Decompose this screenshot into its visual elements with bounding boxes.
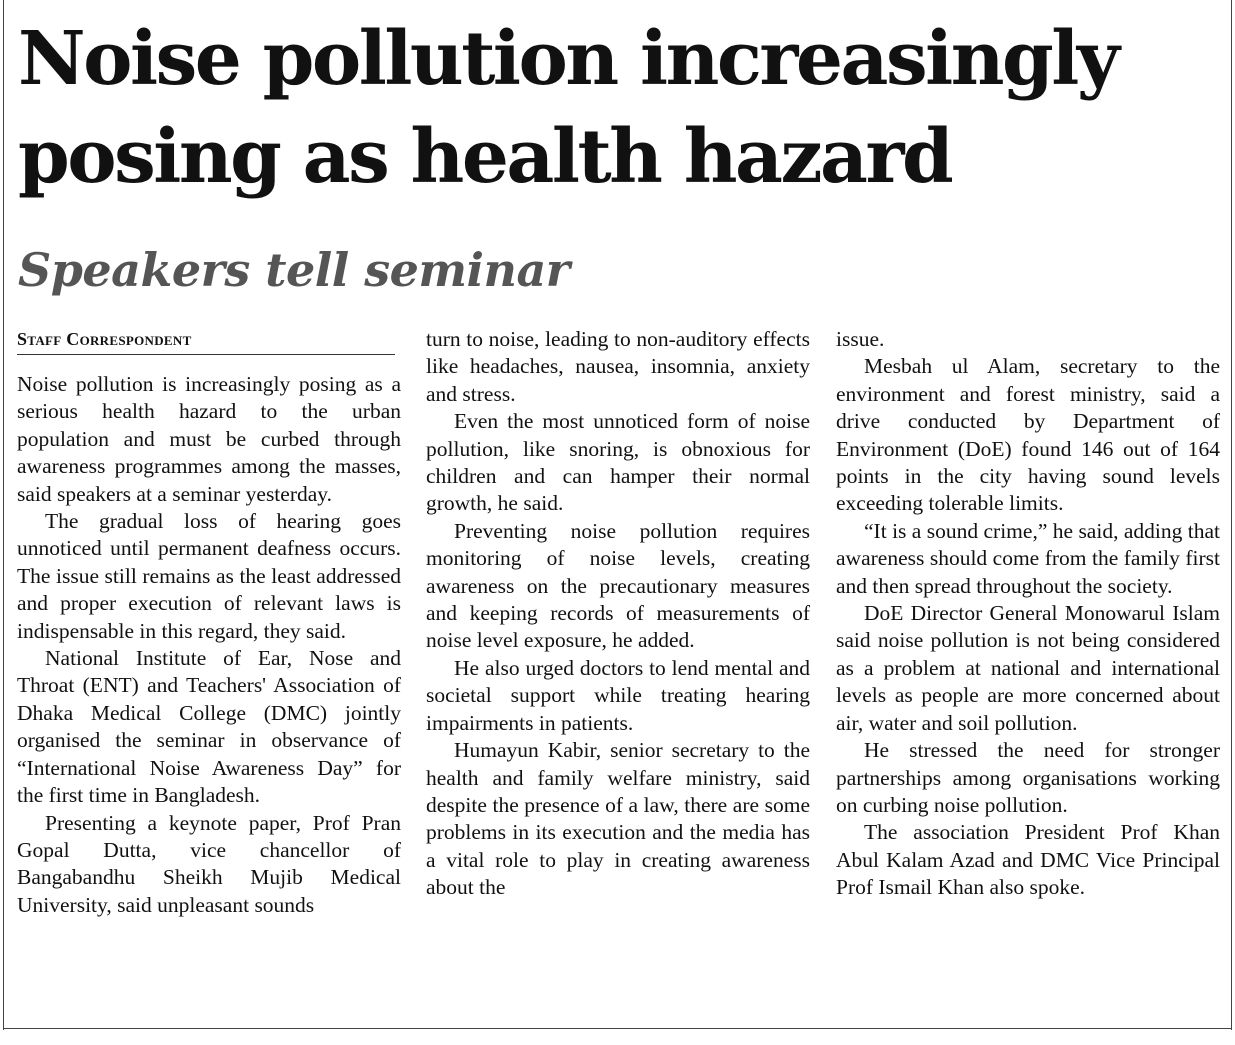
paragraph: He also urged doctors to lend mental and societal support while treating hearing impairments in patients. [426, 655, 810, 735]
paragraph: “It is a sound crime,” he said, adding that awareness should come from the family first and then spread throughout the society. [836, 518, 1220, 598]
paragraph: Noise pollution is increasingly posing as a serious health hazard to the urban population and must be curbed through awareness programmes among the masses, said speakers at a seminar yesterday. [17, 372, 401, 506]
article-body [17, 326, 1221, 1026]
paragraph: Even the most unnoticed form of noise pollution, like snoring, is obnoxious for children and can hamper their normal growth, he said. [426, 409, 810, 516]
paragraph: Mesbah ul Alam, secretary to the environment and forest ministry, said a drive conducted by Department of Environment (DoE) found 146 out of 164 points in the city having sound levels exceeding tolerable limits. [836, 354, 1220, 516]
paragraph: Presenting a keynote paper, Prof Pran Gopal Dutta, vice chancellor of Bangabandhu Sheikh Mujib Medical University, said unpleasant sounds [17, 810, 401, 917]
paragraph: turn to noise, leading to non-auditory effects like headaches, nausea, insomnia, anxiety and stress. [426, 327, 810, 406]
paragraph: National Institute of Ear, Nose and Throat (ENT) and Teachers' Association of Dhaka Medical College (DMC) jointly organised the seminar in observance of “International Noise Awareness Day” for the first time in Bangladesh. [17, 646, 401, 808]
text-column-1 [17, 326, 401, 919]
paragraph: The association President Prof Khan Abul Kalam Azad and DMC Vice Principal Prof Ismail Khan also spoke. [836, 820, 1220, 900]
byline: Staff Correspondent [17, 326, 395, 355]
paragraph: Humayun Kabir, senior secretary to the health and family welfare ministry, said despite the presence of a law, there are some problems in its execution and the media has a vital role to play in creating awareness about the [426, 738, 810, 900]
paragraph: He stressed the need for stronger partnerships among organisations working on curbing noise pollution. [836, 738, 1220, 817]
paragraph: The gradual loss of hearing goes unnoticed until permanent deafness occurs. The issue still remains as the least addressed and proper execution of relevant laws is indispensable in this regard, they said. [17, 509, 401, 643]
article-subhead: Speakers tell seminar [18, 243, 570, 297]
text-column-2 [426, 326, 810, 902]
left-border-rule [3, 0, 4, 1030]
bottom-border-rule [3, 1028, 1232, 1029]
article-headline: Noise pollution increasingly posing as health hazard [18, 16, 1118, 200]
paragraph: Preventing noise pollution requires monitoring of noise levels, creating awareness on the precautionary measures and keeping records of measurements of noise level exposure, he added. [426, 518, 810, 653]
text-column-3 [836, 326, 1220, 902]
paragraph: issue. [836, 327, 885, 351]
right-border-rule [1231, 0, 1232, 1030]
paragraph: DoE Director General Monowarul Islam said noise pollution is not being considered as a problem at national and international levels as people are more concerned about air, water and soil pollution. [836, 601, 1220, 735]
